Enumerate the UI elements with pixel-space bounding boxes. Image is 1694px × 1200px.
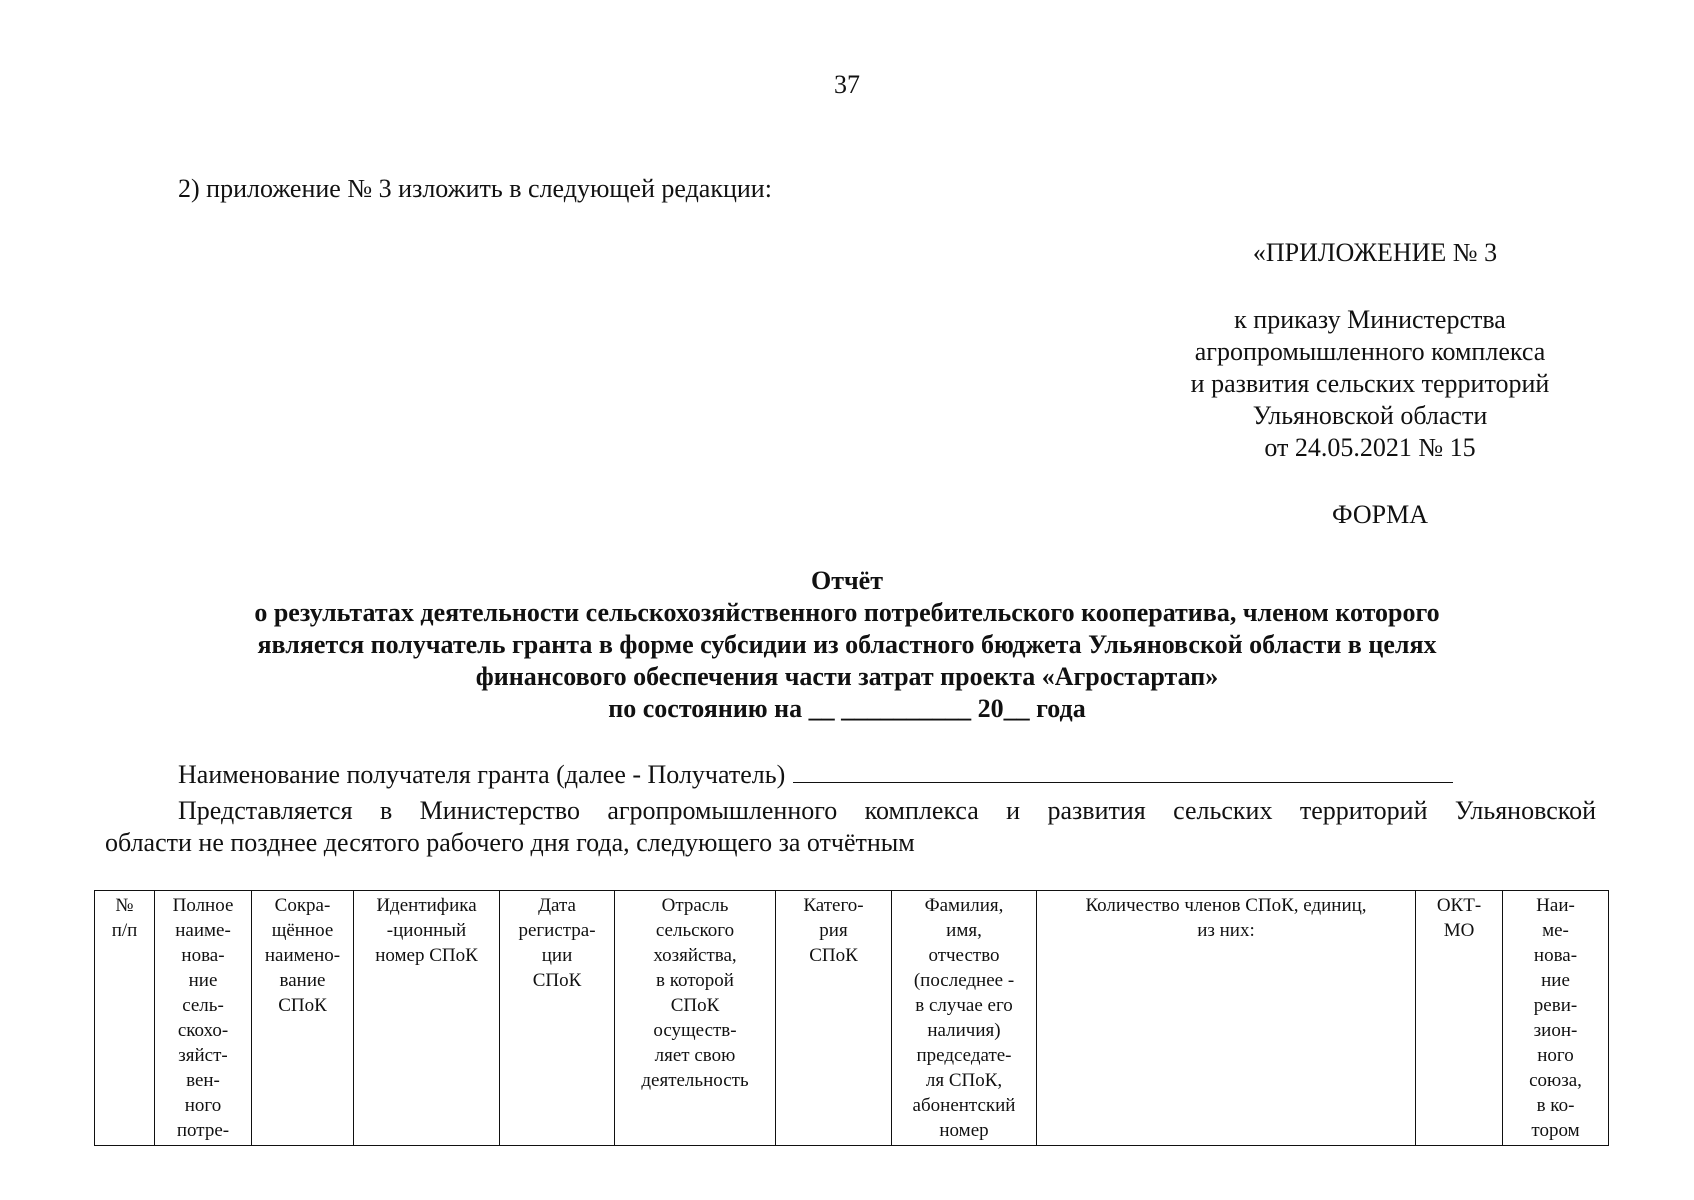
table-header-row	[95, 891, 1609, 1146]
title-line: по состоянию на __ __________ 20__ года	[608, 694, 1086, 723]
appendix-reference	[1140, 304, 1600, 464]
column-header-number: № п/п	[95, 891, 155, 1146]
title-line: является получатель гранта в форме субсидии из областного бюджета Ульяновской области в целях	[257, 630, 1437, 659]
form-label: ФОРМА	[1332, 500, 1428, 529]
title-line: о результатах деятельности сельскохозяйственного потребительского кооператива, членом которого	[254, 598, 1440, 627]
recipient-line	[178, 760, 1453, 790]
column-header-category: Катего- рия СПоК	[776, 891, 892, 1146]
page-number: 37	[834, 70, 860, 99]
title-line: финансового обеспечения части затрат проекта «Агростартап»	[475, 662, 1219, 691]
recipient-label: Наименование получателя гранта (далее - Получатель)	[178, 760, 786, 789]
column-header-oktmo: ОКТ- МО	[1416, 891, 1503, 1146]
appendix-heading: «ПРИЛОЖЕНИЕ № 3	[1252, 238, 1498, 267]
appendix-line: агропромышленного комплекса	[1194, 337, 1546, 366]
column-header-full-name: Полное наиме- нова- ние сель- скохо- зяйст- вен- ного потре-	[155, 891, 252, 1146]
report-title	[140, 565, 1554, 725]
title-line: Отчёт	[811, 566, 883, 595]
appendix-line: от 24.05.2021 № 15	[1264, 433, 1476, 462]
amendment-intro: 2) приложение № 3 изложить в следующей редакции:	[178, 174, 772, 203]
recipient-blank-field	[793, 760, 1453, 783]
column-header-member-count: Количество членов СПоК, единиц, из них:	[1037, 891, 1416, 1146]
submission-note-line-1: Представляется в Министерство агропромышленного комплекса и развития сельских территорий Ульяновской	[178, 796, 1596, 825]
column-header-chairman: Фамилия, имя, отчество (последнее - в случае его наличия) председате- ля СПоК, абонентский номер	[892, 891, 1037, 1146]
column-header-id-number: Идентифика -ционный номер СПоК	[354, 891, 500, 1146]
column-header-short-name: Сокра- щённое наимено- вание СПоК	[252, 891, 354, 1146]
appendix-line: и развития сельских территорий	[1190, 369, 1550, 398]
column-header-industry: Отрасль сельского хозяйства, в которой СПоК осуществ- ляет свою деятельность	[615, 891, 776, 1146]
appendix-line: к приказу Министерства	[1234, 305, 1506, 334]
appendix-line: Ульяновской области	[1252, 401, 1488, 430]
column-header-audit-union: Наи- ме- нова- ние реви- зион- ного союза, в ко- тором	[1503, 891, 1609, 1146]
report-table	[94, 890, 1609, 1146]
column-header-registration-date: Дата регистра- ции СПоК	[500, 891, 615, 1146]
submission-note-line-2: области не позднее десятого рабочего дня года, следующего за отчётным	[105, 828, 915, 857]
